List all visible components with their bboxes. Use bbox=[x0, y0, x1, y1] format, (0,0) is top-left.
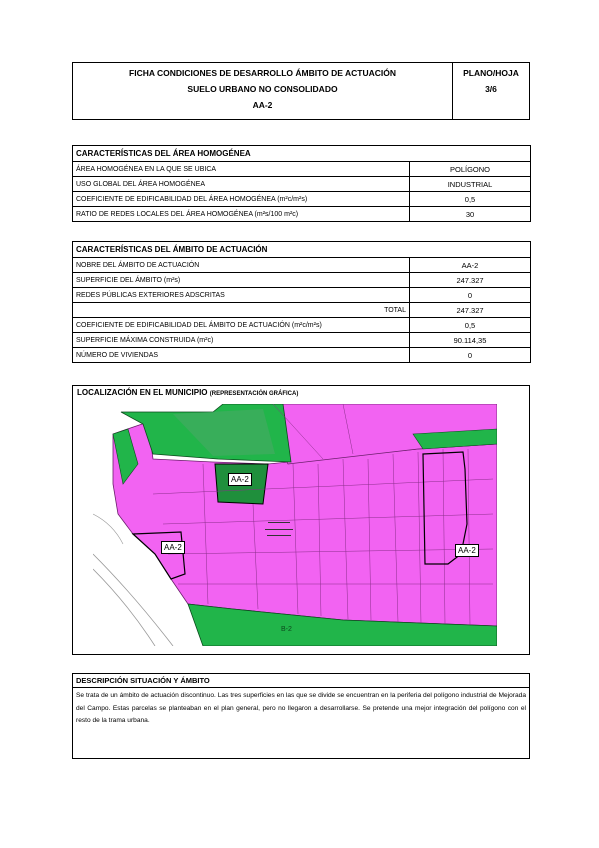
row-value: 247.327 bbox=[410, 273, 531, 288]
map-label-b2: B-2 bbox=[281, 626, 292, 633]
row-label: USO GLOBAL DEL ÁREA HOMOGÉNEA bbox=[73, 177, 410, 192]
map-label-aa2-left: AA-2 bbox=[161, 541, 185, 554]
row-label: ÁREA HOMOGÉNEA EN LA QUE SE UBICA bbox=[73, 162, 410, 177]
table-row bbox=[73, 258, 531, 273]
table-row bbox=[73, 192, 531, 207]
row-value: 90.114,35 bbox=[410, 333, 531, 348]
ambito-table bbox=[72, 241, 531, 363]
table-row bbox=[73, 333, 531, 348]
table-row bbox=[73, 273, 531, 288]
total-value: 247.327 bbox=[410, 303, 531, 318]
map-label-aa2-right: AA-2 bbox=[455, 544, 479, 557]
area-homogenea-title: CARACTERÍSTICAS DEL ÁREA HOMOGÉNEA bbox=[73, 146, 531, 162]
table-row bbox=[73, 318, 531, 333]
area-homogenea-table bbox=[72, 145, 531, 222]
row-label: SUPERFICIE DEL ÁMBITO (m²s) bbox=[73, 273, 410, 288]
location-panel bbox=[72, 385, 530, 655]
table-row bbox=[73, 207, 531, 222]
location-subtitle: (REPRESENTACIÓN GRÁFICA) bbox=[209, 391, 299, 397]
row-value: 0,5 bbox=[410, 192, 531, 207]
row-label: COEFICIENTE DE EDIFICABILIDAD DEL ÁREA HOMOGÉNEA (m²c/m²s) bbox=[73, 192, 410, 207]
description-text: Se trata de un ámbito de actuación discontinuo. Las tres superficies en las que se divide se encuentran en la periferia del polígono industrial de Mejorada del Campo. Estas parcelas se planteaban en el plan general, pero no llegaron a desarrollarse. Se pretende una mejor integración del polígono con el resto de la trama urbana. bbox=[76, 692, 526, 724]
row-label: REDES PÚBLICAS EXTERIORES ADSCRITAS bbox=[73, 288, 410, 303]
row-value: AA-2 bbox=[410, 258, 531, 273]
ambito-title: CARACTERÍSTICAS DEL ÁMBITO DE ACTUACIÓN bbox=[73, 242, 531, 258]
table-row bbox=[73, 303, 531, 318]
plano-value: 3/6 bbox=[485, 84, 497, 94]
row-label: RATIO DE REDES LOCALES DEL ÁREA HOMOGÉNEA (m²s/100 m²c) bbox=[73, 207, 410, 222]
table-row bbox=[73, 288, 531, 303]
row-value: INDUSTRIAL bbox=[410, 177, 531, 192]
row-label: NOBRE DEL ÁMBITO DE ACTUACIÓN bbox=[73, 258, 410, 273]
sheet-title-line1: FICHA CONDICIONES DE DESARROLLO ÁMBITO DE ACTUACIÓN bbox=[129, 68, 396, 78]
row-label: SUPERFICIE MÁXIMA CONSTRUIDA (m²c) bbox=[73, 333, 410, 348]
row-label: COEFICIENTE DE EDIFICABILIDAD DEL ÁMBITO DE ACTUACIÓN (m²c/m²s) bbox=[73, 318, 410, 333]
description-divider bbox=[73, 687, 529, 688]
sheet-title-line2: SUELO URBANO NO CONSOLIDADO bbox=[187, 84, 338, 94]
total-label: TOTAL bbox=[73, 303, 410, 318]
sheet-title-box bbox=[72, 62, 453, 120]
plano-box bbox=[453, 62, 530, 120]
description-title: DESCRIPCIÓN SITUACIÓN Y ÁMBITO bbox=[76, 676, 210, 685]
map-label-aa2-top: AA-2 bbox=[228, 473, 252, 486]
row-value: 30 bbox=[410, 207, 531, 222]
table-row bbox=[73, 348, 531, 363]
sheet-title-line3: AA-2 bbox=[252, 100, 273, 110]
map-graphic bbox=[93, 404, 497, 646]
description-panel bbox=[72, 673, 530, 759]
row-label: NÚMERO DE VIVIENDAS bbox=[73, 348, 410, 363]
table-row bbox=[73, 177, 531, 192]
location-title: LOCALIZACIÓN EN EL MUNICIPIO (REPRESENTACIÓN GRÁFICA) bbox=[77, 388, 299, 397]
row-value: POLÍGONO bbox=[410, 162, 531, 177]
plano-label: PLANO/HOJA bbox=[463, 68, 519, 78]
row-value: 0,5 bbox=[410, 318, 531, 333]
row-value: 0 bbox=[410, 348, 531, 363]
location-map bbox=[93, 404, 497, 646]
table-row bbox=[73, 162, 531, 177]
row-value: 0 bbox=[410, 288, 531, 303]
